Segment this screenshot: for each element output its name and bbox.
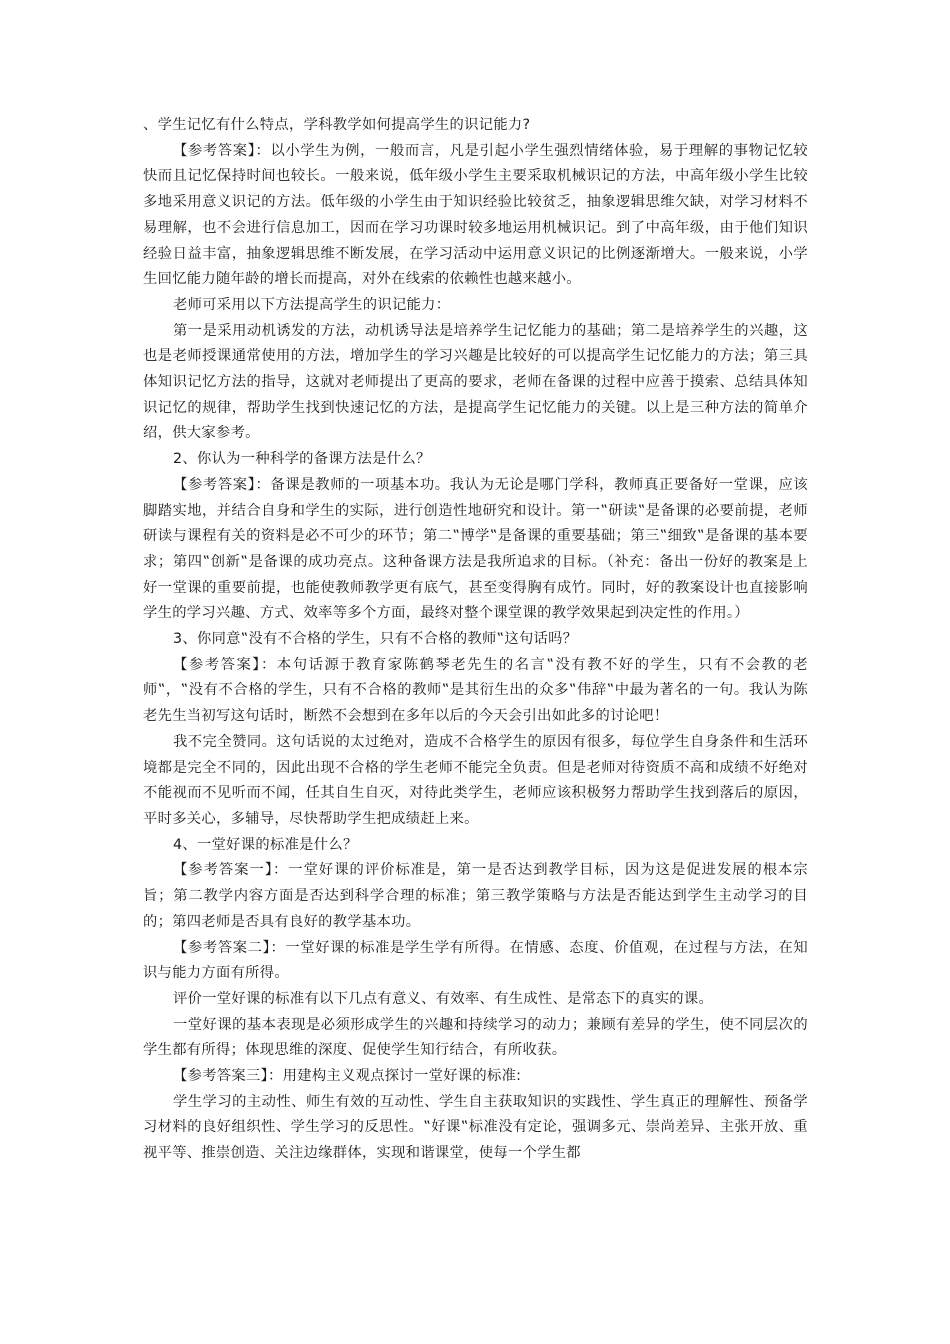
- answer-1-methods-list: 第一是采用动机诱发的方法，动机诱导法是培养学生记忆能力的基础；第二是培养学生的兴趣，这也是老师授课通常使用的方法，增加学生的学习兴趣是比较好的可以提高学生记忆能力的方法；第三具体知识记忆方法的指导，这就对老师提出了更高的要求，老师在备课的过程中应善于摸索、总结具体知识记忆的规律，帮助学生找到快速记忆的方法，是提高学生记忆能力的关键。以上是三种方法的简单介绍，供大家参考。: [143, 322, 808, 442]
- answer-1-methods-intro: 老师可采用以下方法提高学生的识记能力：: [173, 296, 451, 313]
- answer-2-paragraph: 【参考答案】：备课是教师的一项基本功。我认为无论是哪门学科，教师真正要备好一堂课，应该脚踏实地，并结合自身和学生的实际，进行创造性地研究和设计。第一‟研读‟是备课的必要前提，老师研读与课程有关的资料是必不可少的环节；第二‟博学‟是备课的重要基础；第三‟细致‟是备课的基本要求；第四‟创新‟是备课的成功亮点。这种备课方法是我所追求的目标。（补充：备出一份好的教案是上好一堂课的重要前提，也能使教师教学更有底气，甚至变得胸有成竹。同时，好的教案设计也直接影响学生的学习兴趣、方式、效率等多个方面，最终对整个课堂课的教学效果起到决定性的作用。）: [143, 476, 808, 622]
- question-2-title: 2、你认为一种科学的备课方法是什么？: [173, 451, 431, 468]
- question-4-title: 4、一堂好课的标准是什么？: [173, 836, 358, 853]
- answer-4-option-3-details: 学生学习的主动性、师生有效的互动性、学生自主获取知识的实践性、学生真正的理解性、预备学习材料的良好组织性、学生学习的反思性。‟好课‟标准没有定论，强调多元、崇尚差异、主张开放、重视平等、推崇创造、关注边缘群体，实现和谐课堂，使每一个学生都: [143, 1093, 808, 1162]
- question-1-title: 、学生记忆有什么特点，学科教学如何提高学生的识记能力?: [143, 117, 531, 133]
- answer-3-opinion: 我不完全赞同。这句话说的太过绝对，造成不合格学生的原因有很多，每位学生自身条件和生活环境都是完全不同的，因此出现不合格的学生老师不能完全负责。但是老师对待资质不高和成绩不好绝对不能视而不见听而不闻，任其自生自灭，对待此类学生，老师应该积极努力帮助学生找到落后的原因，平时多关心，多辅导，尽快帮助学生把成绩赶上来。: [143, 733, 808, 827]
- answer-4-option-2-criteria: 评价一堂好课的标准有以下几点有意义、有效率、有生成性、是常态下的真实的课。: [173, 990, 714, 1007]
- answer-3-paragraph: 【参考答案】：本句话源于教育家陈鹤琴老先生的名言‟没有教不好的学生，只有不会教的老师‟，‟没有不合格的学生，只有不合格的教师‟是其衍生出的众多‟伟辞‟中最为著名的一句。我认为陈老先生当初写这句话时，断然不会想到在多年以后的今天会引出如此多的讨论吧！: [143, 656, 808, 725]
- answer-4-option-1: 【参考答案一】：一堂好课的评价标准是，第一是否达到教学目标，因为这是促进发展的根本宗旨；第二教学内容方面是否达到科学合理的标准；第三教学策略与方法是否能达到学生主动学习的目的；第四老师是否具有良好的教学基本功。: [143, 862, 808, 930]
- document-body: [143, 113, 808, 1167]
- question-3-title: 3、你同意‟没有不合格的学生，只有不合格的教师‟这句话吗？: [173, 631, 578, 648]
- answer-4-option-2: 【参考答案二】：一堂好课的标准是学生学有所得。在情感、态度、价值观，在过程与方法，在知识与能力方面有所得。: [143, 939, 808, 982]
- answer-4-option-3: 【参考答案三】：用建构主义观点探讨一堂好课的标准:: [173, 1068, 522, 1085]
- answer-4-option-2-performance: 一堂好课的基本表现是必须形成学生的兴趣和持续学习的动力；兼顾有差异的学生，使不同层次的学生都有所得；体现思维的深度、促使学生知行结合，有所收获。: [143, 1016, 808, 1059]
- answer-1-paragraph: 【参考答案】：以小学生为例，一般而言，凡是引起小学生强烈情绪体验，易于理解的事物记忆较快而且记忆保持时间也较长。一般来说，低年级小学生主要采取机械识记的方法，中高年级小学生比较多地采用意义识记的方法。低年级的小学生由于知识经验比较贫乏，抽象逻辑思维欠缺，对学习材料不易理解，也不会进行信息加工，因而在学习功课时较多地运用机械识记。到了中高年级，由于他们知识经验日益丰富，抽象逻辑思维不断发展，在学习活动中运用意义识记的比例逐渐增大。一般来说，小学生回忆能力随年龄的增长而提高，对外在线索的依赖性也越来越小。: [143, 142, 808, 288]
